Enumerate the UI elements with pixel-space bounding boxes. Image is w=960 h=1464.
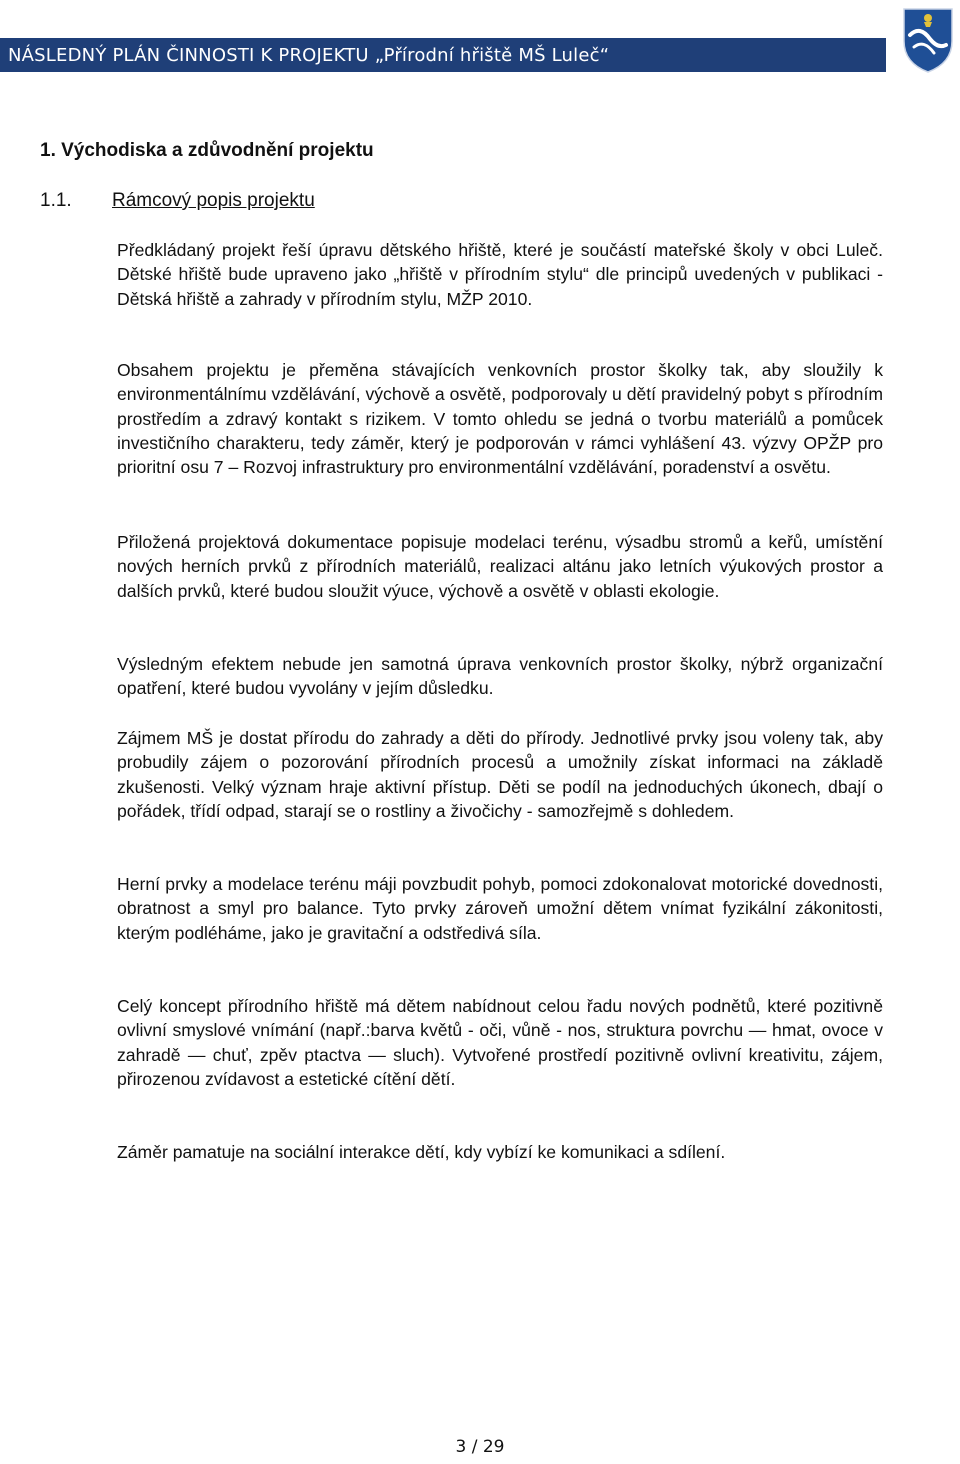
section-heading: 1. Východiska a zdůvodnění projektu xyxy=(40,140,374,161)
paragraph: Předkládaný projekt řeší úpravu dětského hřiště, které je součástí mateřské školy v obci Luleč. Dětské hřiště bude upraveno jako „hřiště v přírodním stylu“ dle principů uvedených v publikaci - Dětská hřiště a zahrady v přírodním stylu, MŽP 2010. xyxy=(117,240,883,309)
paragraph: Celý koncept přírodního hřiště má dětem nabídnout celou řadu nových podnětů, které pozitivně ovlivní smyslové vnímání (např.:barva květů - oči, vůně - nos, struktura povrchu — hmat, ovoce v zahradě — chuť, zpěv ptactva — sluch). Vytvořené prostředí pozitivně ovlivní kreativitu, zájem, přirozenou zvídavost a estetické cítění dětí. xyxy=(117,996,883,1089)
paragraph: Obsahem projektu je přeměna stávajících venkovních prostor školky tak, aby sloužily k environmentálnímu vzdělávání, výchově a osvětě, podporovaly u dětí pravidelný pobyt s přírodním prostředím a zdravý kontakt s rizikem. V tomto ohledu se jedná o tvorbu materiálů a pomůcek investičního charakteru, tedy záměr, který je podporován v rámci vyhlášení 43. výzvy OPŽP pro prioritní osu 7 – Rozvoj infrastruktury pro environmentální vzdělávání, poradenství a osvětu. xyxy=(117,360,883,478)
paragraph: Záměr pamatuje na sociální interakce dětí, kdy vybízí ke komunikaci a sdílení. xyxy=(117,1142,726,1162)
paragraph: Zájmem MŠ je dostat přírodu do zahrady a děti do přírody. Jednotlivé prvky jsou voleny tak, aby probudily zájem o pozorování přírodních procesů a umožnily získat informaci na základě zkušenosti. Velký význam hraje aktivní přístup. Děti se podíl na jednoduchých úkonech, dbají o pořádek, třídí odpad, starají se o rostliny a živočichy - samozřejmě s dohledem. xyxy=(117,728,883,821)
paragraph: Výsledným efektem nebude jen samotná úprava venkovních prostor školky, nýbrž organizační opatření, které budou vyvolány v jejím důsledku. xyxy=(117,654,883,699)
subsection-heading xyxy=(40,190,315,212)
subsection-title: Rámcový popis projektu xyxy=(112,190,315,211)
subsection-number: 1.1. xyxy=(40,190,72,211)
coat-of-arms-icon xyxy=(900,5,956,75)
page-number: 3 / 29 xyxy=(455,1437,505,1457)
header-bar xyxy=(0,38,886,72)
paragraph: Přiložená projektová dokumentace popisuje modelaci terénu, výsadbu stromů a keřů, umístění nových herních prvků z přírodních materiálů, realizaci altánu jako letních výukových prostor a dalších prvků, které budou sloužit výuce, výchově a osvětě v oblasti ekologie. xyxy=(117,532,883,601)
document-header-title: NÁSLEDNÝ PLÁN ČINNOSTI K PROJEKTU „Přírodní hřiště MŠ Luleč“ xyxy=(8,44,610,66)
paragraph: Herní prvky a modelace terénu máji povzbudit pohyb, pomoci zdokonalovat motorické dovednosti, obratnost a smyl pro balance. Tyto prvky zároveň umožní dětem vnímat fyzikální zákonitosti, kterým podléháme, jako je gravitační a odstředivá síla. xyxy=(117,874,883,943)
